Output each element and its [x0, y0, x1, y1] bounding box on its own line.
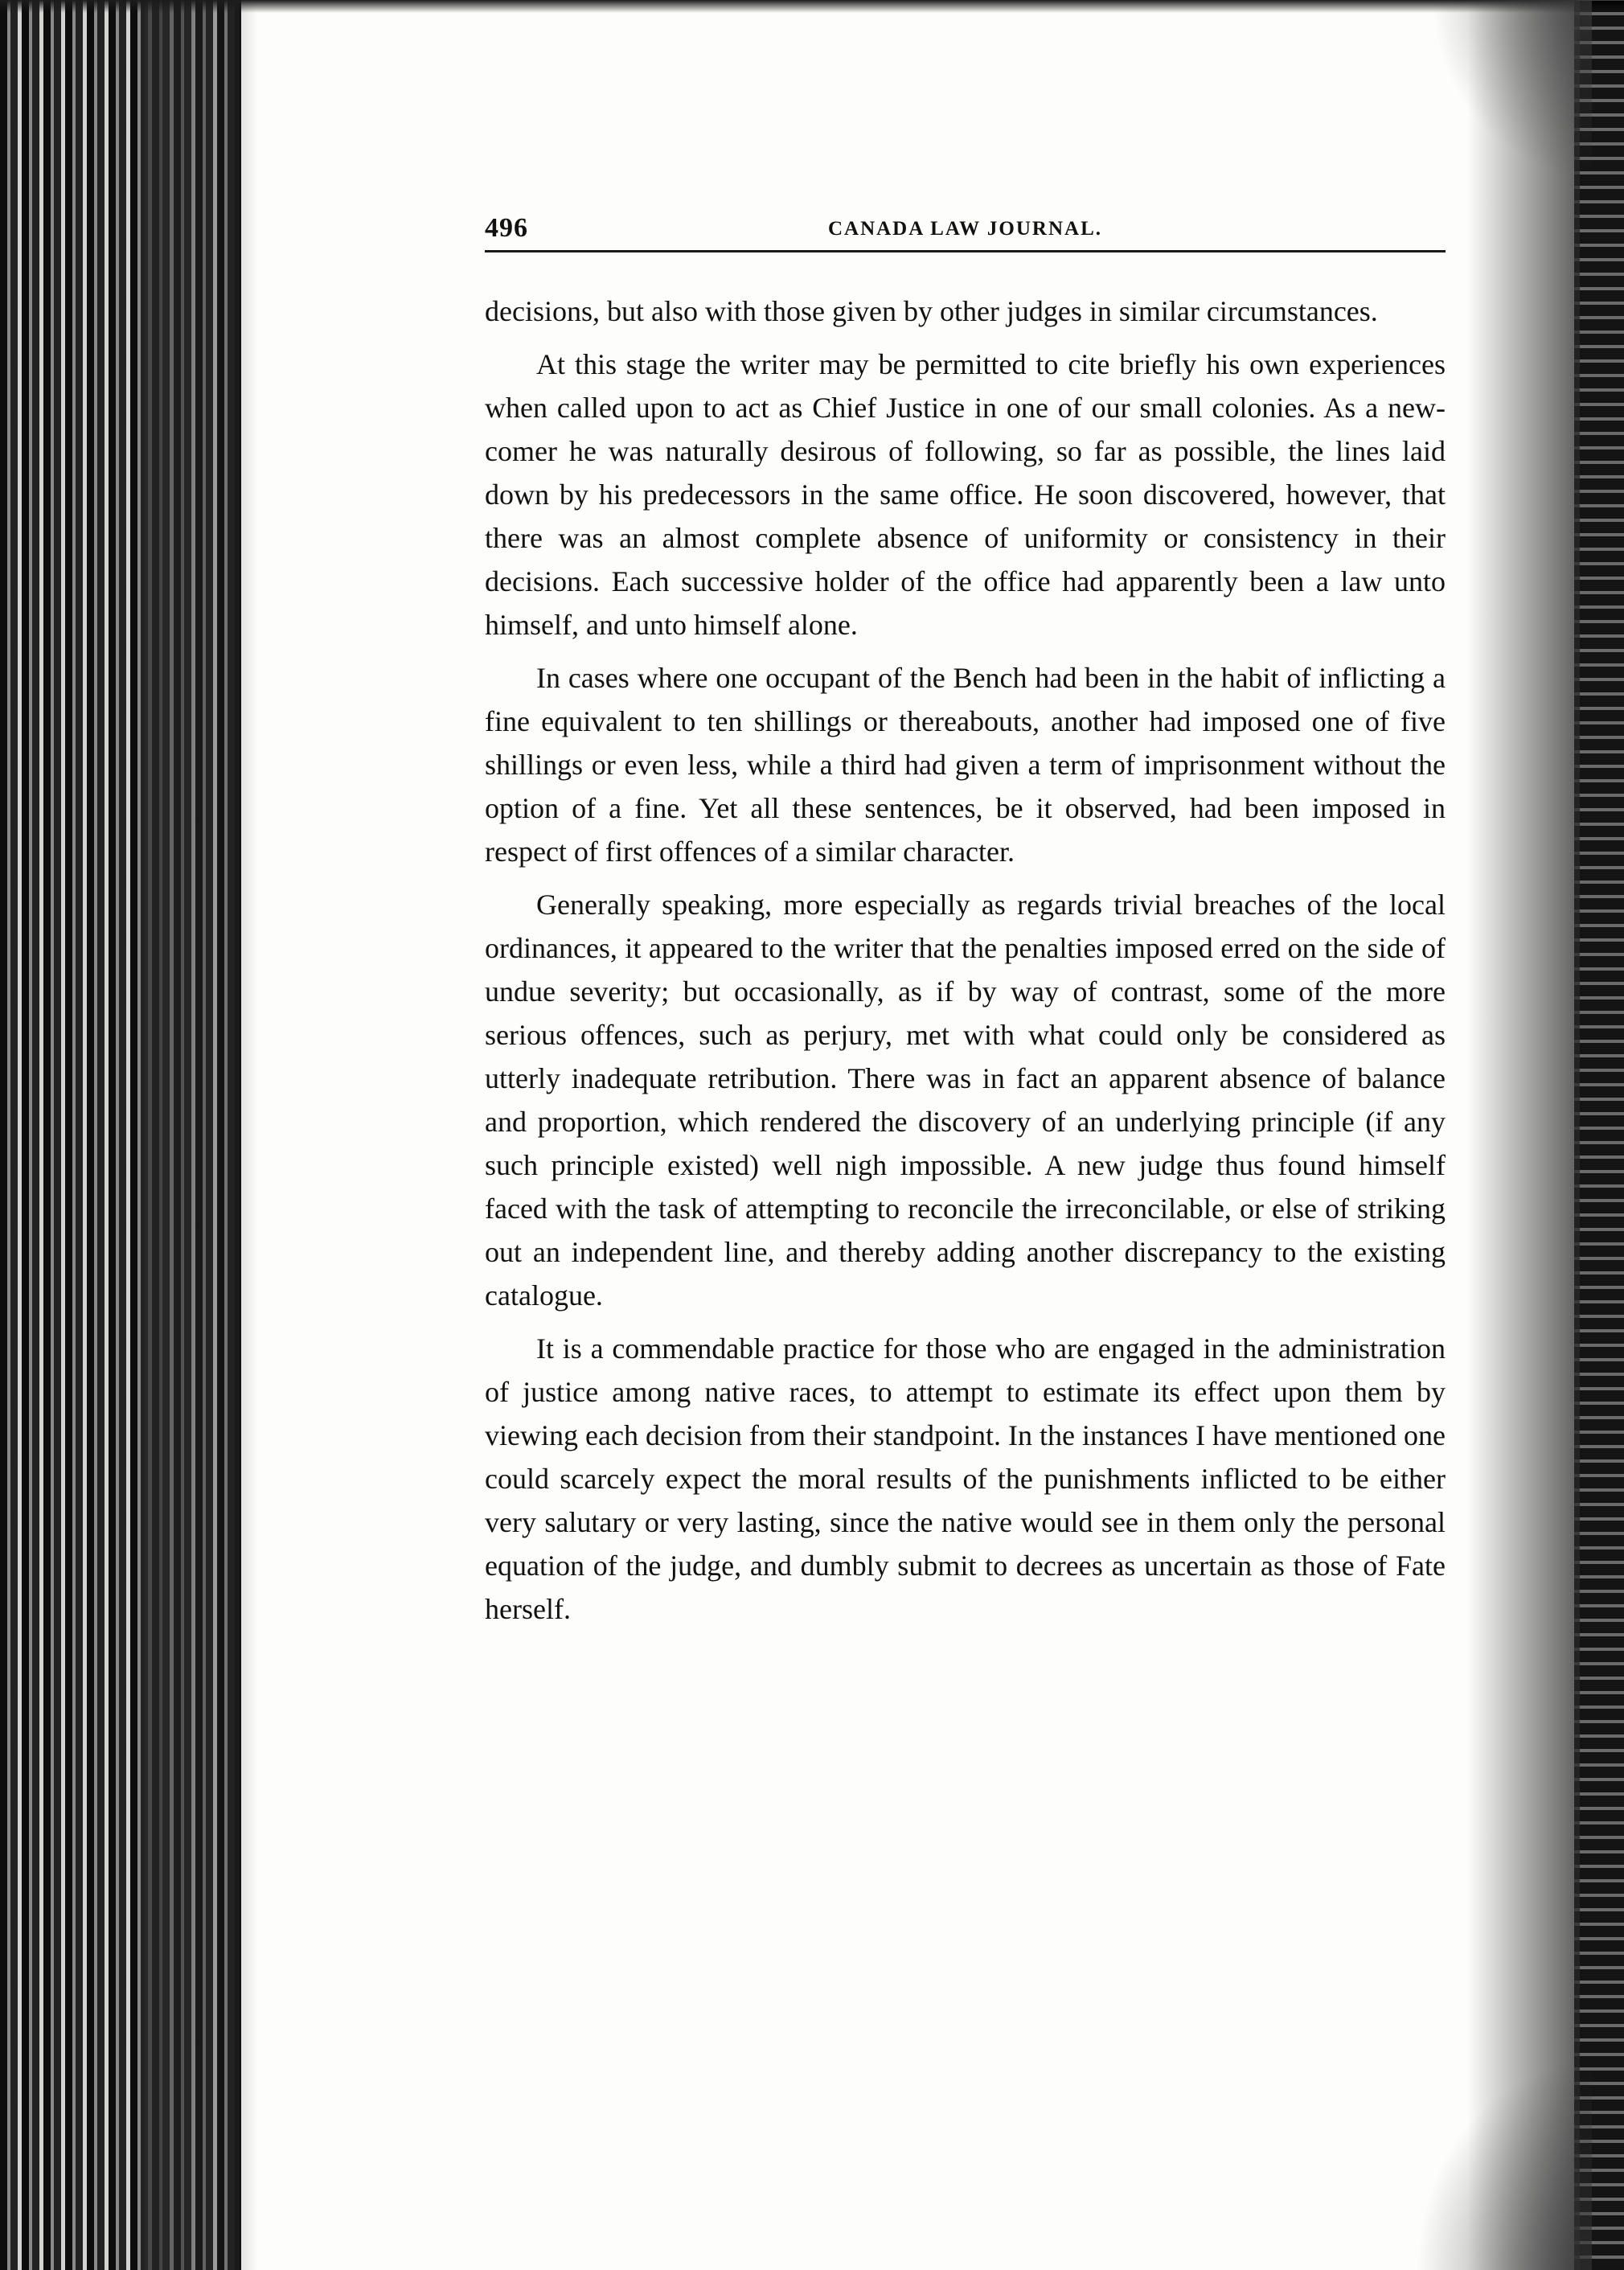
article-body: [485, 289, 1446, 1631]
paragraph: At this stage the writer may be permitted to cite briefly his own experiences when called upon to act as Chief Justice in one of our small colonies. As a new-comer he was naturally desirous of following, so far as possible, the lines laid down by his predecessors in the same office. He soon discovered, however, that there was an almost complete absence of uniformity or consistency in their decisions. Each successive holder of the office had apparently been a law unto himself, and unto himself alone.: [485, 348, 1446, 641]
bottom-right-corner-smudge: [1415, 2061, 1592, 2270]
journal-title: CANADA LAW JOURNAL.: [827, 218, 1103, 240]
paragraph: Generally speaking, more especially as regards trivial breaches of the local ordinances, it appeared to the writer that the penalties imposed erred on the side of undue severity; but occasionally, as if by way of contrast, some of the more serious offences, such as perjury, met with what could only be considered as utterly inadequate retribution. There was in fact an apparent absence of balance and proportion, which rendered the discovery of an underlying principle (if any such principle existed) well nigh impossible. A new judge thus found himself faced with the task of attempting to reconcile the irreconcilable, or else of striking out an independent line, and thereby adding another discrepancy to the existing catalogue.: [485, 889, 1446, 1312]
right-edge-shadow: [1467, 0, 1580, 2270]
paragraph: It is a commendable practice for those who are engaged in the administration of justice among native races, to attempt to estimate its effect upon them by viewing each decision from their standpoint. In the instances I have mentioned one could scarcely expect the moral results of the punishments inflicted to be either very salutary or very lasting, since the native would see in them only the personal equation of the judge, and dumbly submit to decrees as uncertain as those of Fate herself.: [485, 1332, 1446, 1625]
top-edge-shadow: [0, 0, 1624, 13]
page-edge-line: [235, 0, 240, 2270]
page-content: [485, 213, 1446, 1640]
right-page-edge: [1574, 0, 1624, 2270]
running-head: [485, 213, 1446, 252]
page-number: 496: [485, 213, 528, 243]
top-right-corner-smudge: [1431, 0, 1592, 177]
paragraph-continued: decisions, but also with those given by other judges in similar circumstances.: [485, 295, 1378, 327]
binding-shadow: [145, 0, 257, 2270]
paragraph: In cases where one occupant of the Bench had been in the habit of inflicting a fine equivalent to ten shillings or thereabouts, another had imposed one of five shillings or even less, while a third had given a term of imprisonment without the option of a fine. Yet all these sentences, be it observed, had been imposed in respect of first offences of a similar character.: [485, 662, 1446, 868]
